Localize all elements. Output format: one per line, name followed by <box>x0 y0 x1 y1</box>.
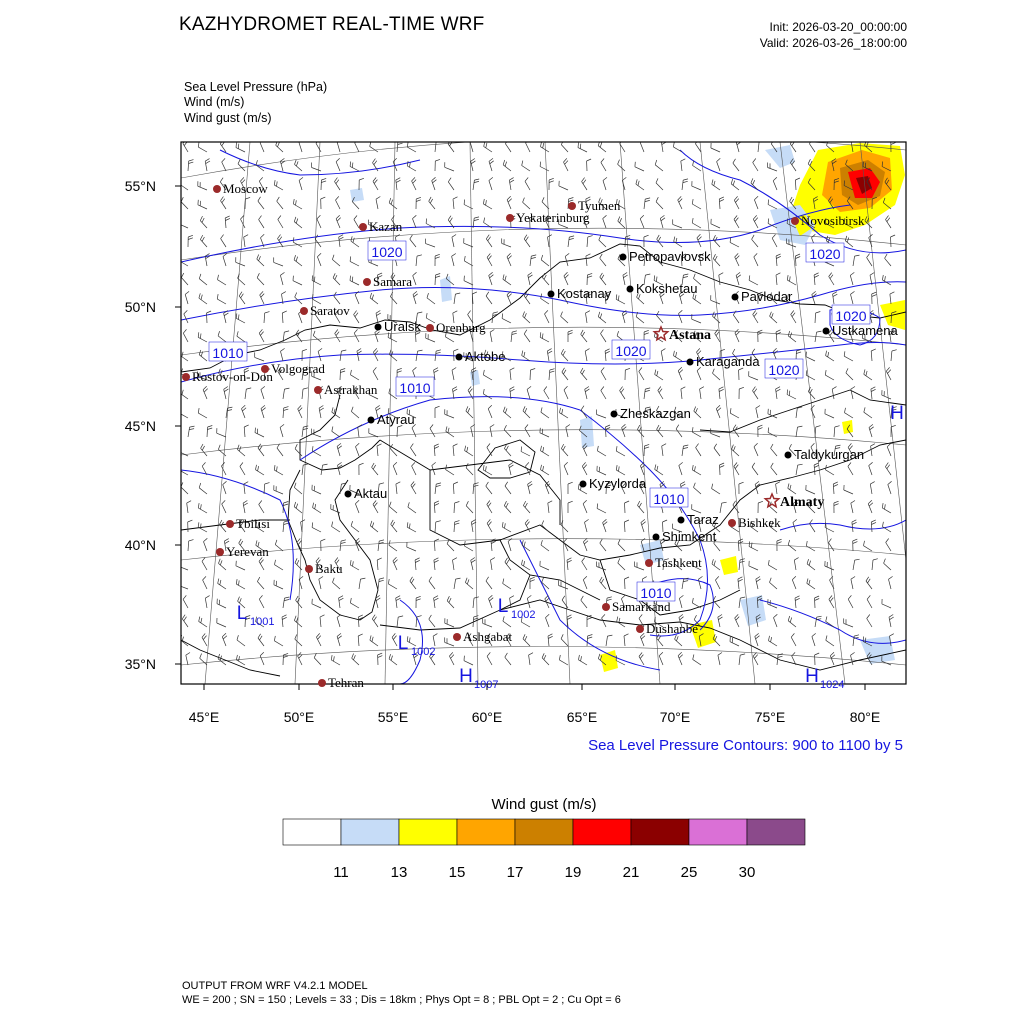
footer-model: OUTPUT FROM WRF V4.2.1 MODEL <box>182 980 368 992</box>
city-label: Ashgabat <box>463 629 512 644</box>
city-label: Volgograd <box>271 361 325 376</box>
city-label: Taraz <box>687 512 719 527</box>
isobar-label: 1020 <box>835 308 866 324</box>
city-label: Moscow <box>223 181 268 196</box>
city-label: Bishkek <box>738 515 781 530</box>
legend-swatch <box>283 819 341 845</box>
pressure-center-symbol: L <box>237 603 248 624</box>
legend-title: Wind gust (m/s) <box>0 796 1024 813</box>
isobar-label: 1020 <box>768 362 799 378</box>
chart-title: KAZHYDROMET REAL-TIME WRF <box>179 14 485 36</box>
pressure-center-symbol: H <box>890 403 904 424</box>
pressure-center-value: 1024 <box>820 679 844 691</box>
field-slp: Sea Level Pressure (hPa) <box>184 80 327 94</box>
city-label: Kokshetau <box>636 281 697 296</box>
legend-swatch <box>747 819 805 845</box>
init-time: Init: 2026-03-20_00:00:00 <box>770 20 907 34</box>
pressure-center-symbol: H <box>805 666 819 687</box>
legend-label: 17 <box>507 864 524 881</box>
city-label: Kazan <box>369 219 403 234</box>
legend-swatch <box>515 819 573 845</box>
legend-swatch <box>573 819 631 845</box>
city-label: Atyrau <box>377 412 415 427</box>
footer-params: WE = 200 ; SN = 150 ; Levels = 33 ; Dis = 18km ; Phys Opt = 8 ; PBL Opt = 2 ; Cu Opt = 6 <box>182 994 621 1006</box>
lat-label: 50°N <box>125 299 156 315</box>
pressure-center-symbol: L <box>498 596 509 617</box>
legend-label: 21 <box>623 864 640 881</box>
city-label: Ustkamena <box>832 323 899 338</box>
isobar-label: 1020 <box>371 244 402 260</box>
city-label: Uralsk <box>384 319 421 334</box>
lon-label: 60°E <box>472 709 503 725</box>
pressure-center-symbol: L <box>398 633 409 654</box>
city-label: Yekaterinburg <box>516 210 590 225</box>
legend-swatch <box>399 819 457 845</box>
city-label: Shimkent <box>662 529 717 544</box>
city-label: Dushanbe <box>646 621 698 636</box>
legend-label: 13 <box>391 864 408 881</box>
city-label: Karaganda <box>696 354 760 369</box>
capital-label: Almaty <box>780 495 824 510</box>
city-label: Samara <box>373 274 412 289</box>
lat-label: 35°N <box>125 656 156 672</box>
city-label: Astrakhan <box>324 382 378 397</box>
city-label: Orenburg <box>436 320 486 335</box>
city-label: Rostov-on-Don <box>192 369 273 384</box>
legend-swatch <box>689 819 747 845</box>
field-gust: Wind gust (m/s) <box>184 111 272 125</box>
isobar-label: 1010 <box>653 491 684 507</box>
pressure-center-value: 1007 <box>474 679 498 691</box>
city-label: Novosibirsk <box>801 213 865 228</box>
city-label: Samarkand <box>612 599 671 614</box>
pressure-center-value: 1002 <box>411 646 435 658</box>
lon-label: 65°E <box>567 709 598 725</box>
pressure-center-value: 1002 <box>511 609 535 621</box>
lon-label: 70°E <box>660 709 691 725</box>
city-label: Baku <box>315 561 343 576</box>
legend-label: 19 <box>565 864 582 881</box>
lon-label: 50°E <box>284 709 315 725</box>
lon-label: 55°E <box>378 709 409 725</box>
city-label: Saratov <box>310 303 350 318</box>
city-label: Zheskazgan <box>620 406 691 421</box>
lat-label: 40°N <box>125 537 156 553</box>
lat-label: 45°N <box>125 418 156 434</box>
lat-label: 55°N <box>125 178 156 194</box>
city-label: Tyumen <box>578 198 621 213</box>
isobar-label: 1010 <box>640 585 671 601</box>
city-label: Tbilisi <box>236 516 270 531</box>
lon-label: 80°E <box>850 709 881 725</box>
legend-label: 11 <box>333 864 349 881</box>
capital-label: Astana <box>669 328 711 343</box>
contour-note: Sea Level Pressure Contours: 900 to 1100 by 5 <box>588 737 903 754</box>
city-label: Kostanay <box>557 286 612 301</box>
legend-swatch <box>631 819 689 845</box>
city-label: Tashkent <box>655 555 702 570</box>
legend-label: 30 <box>739 864 756 881</box>
city-label: Kyzylorda <box>589 476 647 491</box>
isobar-label: 1010 <box>212 345 243 361</box>
field-wind: Wind (m/s) <box>184 95 244 109</box>
isobar-label: 1010 <box>399 380 430 396</box>
city-label: Aktau <box>354 486 387 501</box>
valid-time: Valid: 2026-03-26_18:00:00 <box>760 36 907 50</box>
isobar-label: 1020 <box>809 246 840 262</box>
city-label: Aktobe <box>465 349 505 364</box>
city-label: Pavlodar <box>741 289 793 304</box>
legend-swatch <box>341 819 399 845</box>
pressure-center-value: 1001 <box>250 616 274 628</box>
city-label: Taldykurgan <box>794 447 864 462</box>
city-label: Tehran <box>328 675 364 690</box>
legend-swatch <box>457 819 515 845</box>
legend-label: 15 <box>449 864 466 881</box>
lon-label: 75°E <box>755 709 786 725</box>
lon-label: 45°E <box>189 709 220 725</box>
pressure-center-symbol: H <box>459 666 473 687</box>
city-label: Petropavlovsk <box>629 249 711 264</box>
city-label: Yerevan <box>226 544 269 559</box>
legend-label: 25 <box>681 864 698 881</box>
isobar-label: 1020 <box>615 343 646 359</box>
